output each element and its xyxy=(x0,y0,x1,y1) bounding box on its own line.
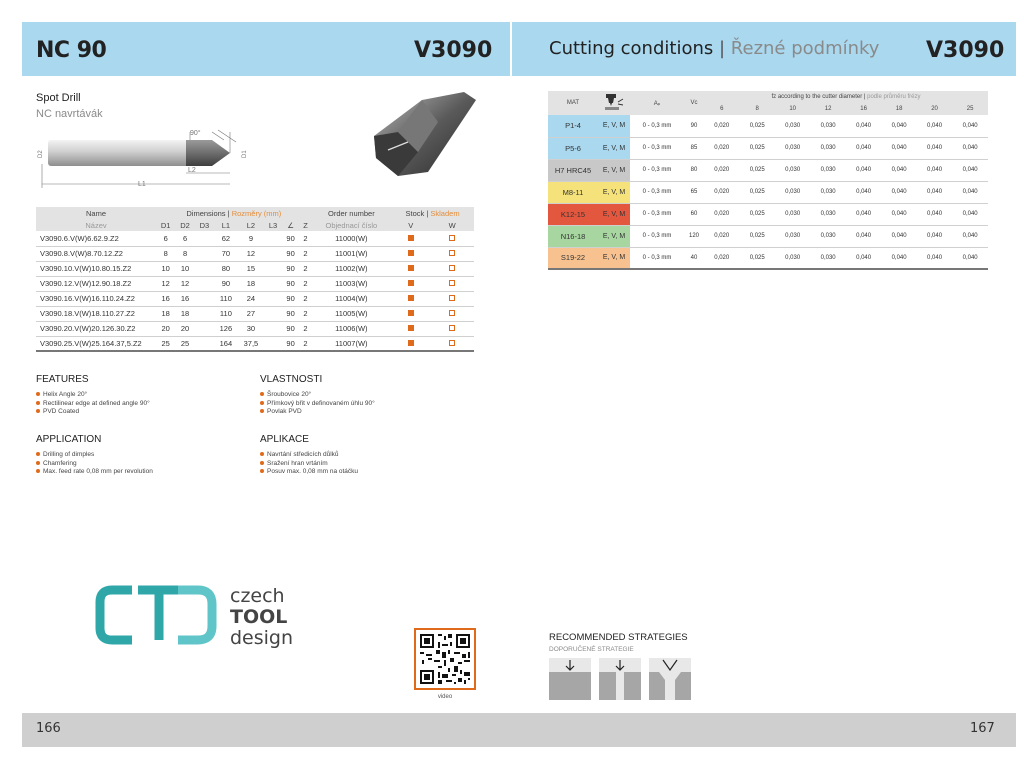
cell-machining-type: E, V, M xyxy=(598,225,630,247)
cell-machining-type: E, V, M xyxy=(598,137,630,159)
cell-fz: 0,030 xyxy=(810,115,845,137)
company-logo xyxy=(94,580,324,652)
cell-fz: 0,025 xyxy=(739,181,774,203)
col-ap: Aₚ xyxy=(630,91,684,115)
cell-order: 11001(W) xyxy=(312,246,391,261)
table-row xyxy=(36,321,474,336)
stock-w-cell xyxy=(430,276,474,291)
cell-z: 2 xyxy=(299,336,311,351)
list-item: Šroubovice 20° xyxy=(260,391,375,400)
in-stock-icon xyxy=(408,250,414,256)
cell-z: 2 xyxy=(299,321,311,336)
cell-order: 11007(W) xyxy=(312,336,391,351)
cell-d1: 18 xyxy=(156,306,175,321)
strategies-heading-cz: DOPORUČENÉ STRATEGIE xyxy=(549,646,634,653)
cell-l3 xyxy=(264,306,282,321)
cell-fz: 0,030 xyxy=(775,137,810,159)
col-diameter: 8 xyxy=(739,103,774,115)
cell-angle: 90 xyxy=(282,291,300,306)
cell-machining-type: E, V, M xyxy=(598,203,630,225)
col-stock-header: Stock | Skladem xyxy=(391,207,474,219)
table-row xyxy=(548,159,988,181)
table-row xyxy=(548,203,988,225)
cell-fz: 0,025 xyxy=(739,159,774,181)
stock-v-cell xyxy=(391,246,430,261)
cell-d2: 25 xyxy=(175,336,194,351)
cell-fz: 0,030 xyxy=(775,247,810,269)
cell-d1: 16 xyxy=(156,291,175,306)
col-machining-type xyxy=(598,91,630,115)
cell-d3 xyxy=(195,306,214,321)
cell-l2: 9 xyxy=(238,231,265,246)
tool-photo xyxy=(368,92,476,178)
cell-fz: 0,040 xyxy=(952,247,988,269)
features-heading: FEATURES xyxy=(36,374,89,385)
stock-w-cell xyxy=(430,246,474,261)
cell-z: 2 xyxy=(299,291,311,306)
logo-line2: TOOL xyxy=(230,606,288,628)
in-stock-icon xyxy=(408,310,414,316)
cell-l3 xyxy=(264,231,282,246)
cell-d2: 18 xyxy=(175,306,194,321)
list-item: Rectilinear edge at defined angle 90° xyxy=(36,400,150,409)
cell-vc: 120 xyxy=(684,225,704,247)
table-row xyxy=(548,247,988,269)
cell-fz: 0,040 xyxy=(952,115,988,137)
stock-v-cell xyxy=(391,321,430,336)
col-name-cz: Název xyxy=(36,219,156,231)
stock-w-cell xyxy=(430,231,474,246)
cell-fz: 0,030 xyxy=(810,225,845,247)
cell-fz: 0,020 xyxy=(704,247,739,269)
cell-fz: 0,025 xyxy=(739,203,774,225)
table-row xyxy=(36,261,474,276)
cell-name: V3090.10.V(W)10.80.15.Z2 xyxy=(36,261,156,276)
cell-fz: 0,040 xyxy=(846,115,881,137)
cell-l1: 126 xyxy=(214,321,238,336)
strategy-spot-drilling-icon xyxy=(549,658,591,700)
cell-ap: 0 - 0,3 mm xyxy=(630,247,684,269)
col-angle: ∠ xyxy=(282,219,300,231)
cell-fz: 0,020 xyxy=(704,203,739,225)
cell-fz: 0,040 xyxy=(881,181,916,203)
cell-name: V3090.20.V(W)20.126.30.Z2 xyxy=(36,321,156,336)
cell-l2: 30 xyxy=(238,321,265,336)
cell-fz: 0,040 xyxy=(952,137,988,159)
application-list xyxy=(36,451,153,477)
cell-order: 11006(W) xyxy=(312,321,391,336)
col-d3: D3 xyxy=(195,219,214,231)
aplikace-list xyxy=(260,451,358,477)
col-l2: L2 xyxy=(238,219,265,231)
cell-fz: 0,030 xyxy=(775,203,810,225)
cell-l2: 15 xyxy=(238,261,265,276)
cell-l1: 164 xyxy=(214,336,238,351)
cell-angle: 90 xyxy=(282,276,300,291)
cell-fz: 0,025 xyxy=(739,225,774,247)
list-item: Drilling of dimples xyxy=(36,451,153,460)
cell-d1: 25 xyxy=(156,336,175,351)
cell-material: S19-22 xyxy=(548,247,598,269)
cell-fz: 0,040 xyxy=(917,137,952,159)
cell-l1: 70 xyxy=(214,246,238,261)
col-diameter: 20 xyxy=(917,103,952,115)
cell-d2: 16 xyxy=(175,291,194,306)
list-item: Chamfering xyxy=(36,460,153,469)
tool-drawing xyxy=(36,126,256,192)
strategies-heading: RECOMMENDED STRATEGIES xyxy=(549,632,688,643)
list-item: PVD Coated xyxy=(36,408,150,417)
page-number: 166 xyxy=(36,721,61,736)
col-d1: D1 xyxy=(156,219,175,231)
cell-l1: 90 xyxy=(214,276,238,291)
cell-fz: 0,040 xyxy=(846,181,881,203)
stock-v-cell xyxy=(391,306,430,321)
stock-w-cell xyxy=(430,306,474,321)
table-row xyxy=(548,137,988,159)
page-number: 167 xyxy=(970,721,995,736)
cell-fz: 0,025 xyxy=(739,247,774,269)
cell-d2: 8 xyxy=(175,246,194,261)
qr-caption: video xyxy=(437,694,453,700)
cell-angle: 90 xyxy=(282,261,300,276)
product-series-title: NC 90 xyxy=(36,38,107,63)
on-order-icon xyxy=(449,295,455,301)
strategy-chamfer-icon xyxy=(649,658,691,700)
cell-fz: 0,030 xyxy=(810,181,845,203)
cell-fz: 0,020 xyxy=(704,159,739,181)
cell-fz: 0,020 xyxy=(704,137,739,159)
cell-vc: 40 xyxy=(684,247,704,269)
cell-fz: 0,030 xyxy=(775,115,810,137)
cell-angle: 90 xyxy=(282,321,300,336)
in-stock-icon xyxy=(408,235,414,241)
cell-z: 2 xyxy=(299,246,311,261)
cell-d3 xyxy=(195,336,214,351)
list-item: Povlak PVD xyxy=(260,408,375,417)
col-diameter: 25 xyxy=(952,103,988,115)
cell-machining-type: E, V, M xyxy=(598,115,630,137)
table-row xyxy=(36,246,474,261)
cell-d3 xyxy=(195,321,214,336)
stock-v-cell xyxy=(391,276,430,291)
in-stock-icon xyxy=(408,325,414,331)
cell-order: 11004(W) xyxy=(312,291,391,306)
footer-band xyxy=(512,713,1016,747)
col-stock-v: V xyxy=(391,219,430,231)
l2-label: L2 xyxy=(188,167,196,174)
cell-material: K12-15 xyxy=(548,203,598,225)
cell-fz: 0,030 xyxy=(810,159,845,181)
cell-name: V3090.8.V(W)8.70.12.Z2 xyxy=(36,246,156,261)
in-stock-icon xyxy=(408,280,414,286)
cell-name: V3090.12.V(W)12.90.18.Z2 xyxy=(36,276,156,291)
table-row xyxy=(36,336,474,351)
list-item: Navrtání středicích důlků xyxy=(260,451,358,460)
cell-fz: 0,040 xyxy=(952,159,988,181)
product-code: V3090 xyxy=(414,38,493,63)
cell-fz: 0,040 xyxy=(917,181,952,203)
cell-fz: 0,040 xyxy=(917,115,952,137)
cell-l1: 110 xyxy=(214,291,238,306)
table-row xyxy=(36,306,474,321)
col-diameter: 16 xyxy=(846,103,881,115)
cell-d1: 12 xyxy=(156,276,175,291)
cell-d1: 6 xyxy=(156,231,175,246)
in-stock-icon xyxy=(408,340,414,346)
cutting-conditions-table xyxy=(548,91,988,270)
table-row xyxy=(548,181,988,203)
list-item: Posuv max. 0,08 mm na otáčku xyxy=(260,468,358,477)
product-code: V3090 xyxy=(926,38,1005,63)
cell-d1: 8 xyxy=(156,246,175,261)
col-l1: L1 xyxy=(214,219,238,231)
col-mat: MAT xyxy=(548,91,598,115)
list-item: Sražení hran vrtáním xyxy=(260,460,358,469)
col-z: Z xyxy=(299,219,311,231)
col-d2: D2 xyxy=(175,219,194,231)
col-l3: L3 xyxy=(264,219,282,231)
cell-l2: 18 xyxy=(238,276,265,291)
table-row xyxy=(548,115,988,137)
cell-fz: 0,040 xyxy=(881,159,916,181)
cell-fz: 0,040 xyxy=(881,247,916,269)
table-row xyxy=(36,231,474,246)
cell-fz: 0,020 xyxy=(704,115,739,137)
cell-vc: 85 xyxy=(684,137,704,159)
cell-fz: 0,040 xyxy=(917,225,952,247)
cell-z: 2 xyxy=(299,276,311,291)
cell-ap: 0 - 0,3 mm xyxy=(630,115,684,137)
list-item: Přímkový břit v definovaném úhlu 90° xyxy=(260,400,375,409)
application-heading: APPLICATION xyxy=(36,434,102,445)
cell-name: V3090.6.V(W)6.62.9.Z2 xyxy=(36,231,156,246)
cell-l3 xyxy=(264,291,282,306)
cell-fz: 0,040 xyxy=(952,181,988,203)
col-order-header: Order number xyxy=(312,207,391,219)
stock-v-cell xyxy=(391,231,430,246)
cell-name: V3090.25.V(W)25.164.37,5.Z2 xyxy=(36,336,156,351)
cell-l1: 62 xyxy=(214,231,238,246)
cell-vc: 90 xyxy=(684,115,704,137)
col-diameter: 18 xyxy=(881,103,916,115)
table-row xyxy=(36,291,474,306)
col-fz-header: fz according to the cutter diameter | podle průměru frézy xyxy=(704,91,988,103)
cell-machining-type: E, V, M xyxy=(598,159,630,181)
cell-fz: 0,030 xyxy=(810,137,845,159)
stock-w-cell xyxy=(430,336,474,351)
cell-ap: 0 - 0,3 mm xyxy=(630,137,684,159)
on-order-icon xyxy=(449,340,455,346)
cell-machining-type: E, V, M xyxy=(598,181,630,203)
on-order-icon xyxy=(449,310,455,316)
cell-angle: 90 xyxy=(282,246,300,261)
col-diameter: 10 xyxy=(775,103,810,115)
cell-fz: 0,030 xyxy=(775,181,810,203)
qr-code[interactable] xyxy=(414,628,476,690)
col-diameter: 12 xyxy=(810,103,845,115)
cell-name: V3090.18.V(W)18.110.27.Z2 xyxy=(36,306,156,321)
cell-l3 xyxy=(264,261,282,276)
cell-fz: 0,040 xyxy=(917,203,952,225)
dimensions-table xyxy=(36,207,474,352)
col-stock-w: W xyxy=(430,219,474,231)
cell-fz: 0,025 xyxy=(739,137,774,159)
cell-d3 xyxy=(195,276,214,291)
cell-order: 11002(W) xyxy=(312,261,391,276)
cell-material: M8-11 xyxy=(548,181,598,203)
cell-fz: 0,040 xyxy=(846,137,881,159)
cell-ap: 0 - 0,3 mm xyxy=(630,225,684,247)
cell-l2: 12 xyxy=(238,246,265,261)
cell-l3 xyxy=(264,276,282,291)
stock-w-cell xyxy=(430,321,474,336)
on-order-icon xyxy=(449,250,455,256)
aplikace-heading: APLIKACE xyxy=(260,434,309,445)
page-title: Cutting conditions | Řezné podmínky xyxy=(549,38,880,59)
cell-fz: 0,030 xyxy=(775,159,810,181)
cell-d2: 12 xyxy=(175,276,194,291)
cell-ap: 0 - 0,3 mm xyxy=(630,203,684,225)
cell-material: H7 HRC45 xyxy=(548,159,598,181)
col-name-header: Name xyxy=(36,207,156,219)
stock-v-cell xyxy=(391,336,430,351)
strategy-pilot-hole-icon xyxy=(599,658,641,700)
d1-label: D1 xyxy=(242,150,248,158)
angle-label: 90° xyxy=(190,130,201,137)
cell-material: N16-18 xyxy=(548,225,598,247)
product-name: Spot Drill xyxy=(36,92,81,104)
table-row xyxy=(36,276,474,291)
stock-v-cell xyxy=(391,291,430,306)
features-list xyxy=(36,391,150,417)
right-page xyxy=(512,0,1024,768)
cell-l3 xyxy=(264,246,282,261)
cell-d2: 6 xyxy=(175,231,194,246)
cell-material: P1-4 xyxy=(548,115,598,137)
cell-vc: 60 xyxy=(684,203,704,225)
cell-order: 11000(W) xyxy=(312,231,391,246)
cell-ap: 0 - 0,3 mm xyxy=(630,181,684,203)
cell-fz: 0,020 xyxy=(704,225,739,247)
vlastnosti-heading: VLASTNOSTI xyxy=(260,374,323,385)
table-row xyxy=(548,225,988,247)
logo-line1: czech xyxy=(230,585,285,607)
cell-fz: 0,040 xyxy=(846,225,881,247)
cell-fz: 0,040 xyxy=(846,159,881,181)
cell-fz: 0,040 xyxy=(881,115,916,137)
cell-order: 11005(W) xyxy=(312,306,391,321)
cell-fz: 0,020 xyxy=(704,181,739,203)
cell-l3 xyxy=(264,321,282,336)
cell-d2: 20 xyxy=(175,321,194,336)
col-diameter: 6 xyxy=(704,103,739,115)
cell-d2: 10 xyxy=(175,261,194,276)
cell-angle: 90 xyxy=(282,306,300,321)
on-order-icon xyxy=(449,235,455,241)
on-order-icon xyxy=(449,325,455,331)
in-stock-icon xyxy=(408,295,414,301)
cell-fz: 0,040 xyxy=(952,203,988,225)
cell-ap: 0 - 0,3 mm xyxy=(630,159,684,181)
machining-icon xyxy=(603,93,625,111)
cell-l1: 110 xyxy=(214,306,238,321)
cell-fz: 0,040 xyxy=(881,225,916,247)
stock-w-cell xyxy=(430,261,474,276)
cell-d3 xyxy=(195,261,214,276)
cell-d1: 10 xyxy=(156,261,175,276)
cell-d3 xyxy=(195,246,214,261)
stock-w-cell xyxy=(430,291,474,306)
cell-l2: 37,5 xyxy=(238,336,265,351)
cell-fz: 0,040 xyxy=(952,225,988,247)
cell-order: 11003(W) xyxy=(312,276,391,291)
product-name-cz: NC navrtávák xyxy=(36,108,103,120)
cell-z: 2 xyxy=(299,261,311,276)
cell-name: V3090.16.V(W)16.110.24.Z2 xyxy=(36,291,156,306)
cell-l2: 27 xyxy=(238,306,265,321)
cell-fz: 0,040 xyxy=(881,203,916,225)
cell-fz: 0,040 xyxy=(846,247,881,269)
cell-l1: 80 xyxy=(214,261,238,276)
col-order-cz: Objednací číslo xyxy=(312,219,391,231)
on-order-icon xyxy=(449,265,455,271)
cell-angle: 90 xyxy=(282,336,300,351)
cell-l2: 24 xyxy=(238,291,265,306)
list-item: Max. feed rate 0,08 mm per revolution xyxy=(36,468,153,477)
in-stock-icon xyxy=(408,265,414,271)
logo-line3: design xyxy=(230,627,294,649)
l1-label: L1 xyxy=(138,181,146,188)
d2-label: D2 xyxy=(38,150,44,158)
cell-fz: 0,030 xyxy=(775,225,810,247)
vlastnosti-list xyxy=(260,391,375,417)
stock-v-cell xyxy=(391,261,430,276)
cell-z: 2 xyxy=(299,306,311,321)
cell-fz: 0,040 xyxy=(846,203,881,225)
cell-fz: 0,040 xyxy=(881,137,916,159)
cell-vc: 80 xyxy=(684,159,704,181)
cell-l3 xyxy=(264,336,282,351)
col-vc: Vc xyxy=(684,91,704,115)
cell-d1: 20 xyxy=(156,321,175,336)
cell-fz: 0,030 xyxy=(810,203,845,225)
cell-material: P5-6 xyxy=(548,137,598,159)
cell-d3 xyxy=(195,291,214,306)
footer-band xyxy=(22,713,512,747)
list-item: Helix Angle 20° xyxy=(36,391,150,400)
cell-machining-type: E, V, M xyxy=(598,247,630,269)
cell-angle: 90 xyxy=(282,231,300,246)
cell-vc: 65 xyxy=(684,181,704,203)
on-order-icon xyxy=(449,280,455,286)
cell-z: 2 xyxy=(299,231,311,246)
cell-fz: 0,030 xyxy=(810,247,845,269)
cell-fz: 0,025 xyxy=(739,115,774,137)
cell-fz: 0,040 xyxy=(917,159,952,181)
cell-fz: 0,040 xyxy=(917,247,952,269)
cell-d3 xyxy=(195,231,214,246)
col-dimensions-header: Dimensions | Rozměry (mm) xyxy=(156,207,312,219)
